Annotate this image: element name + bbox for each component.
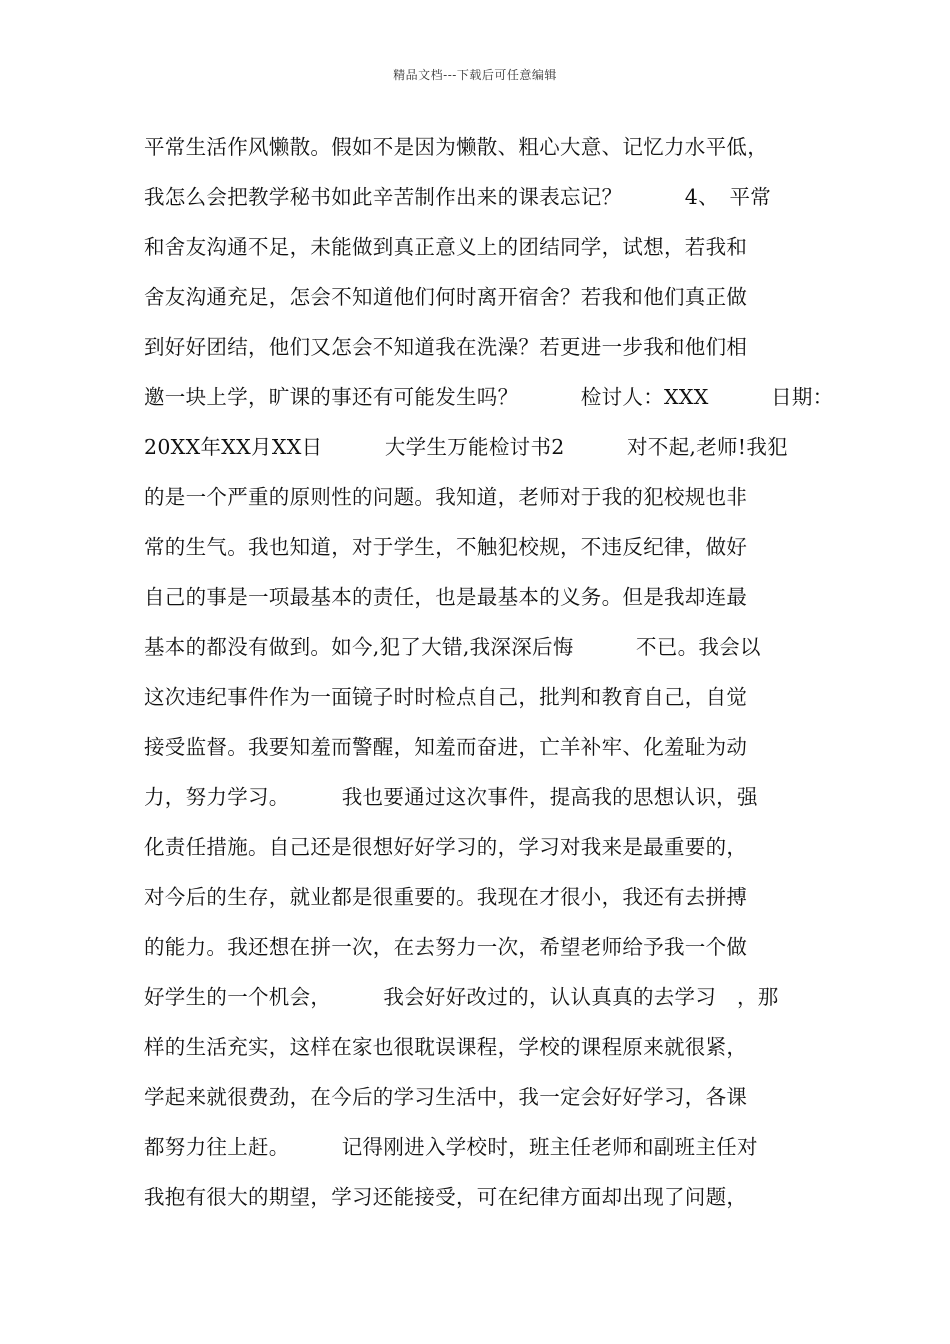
page-header: 精品文档---下载后可任意编辑 [393,68,557,82]
body-line: 自己的事是一项最基本的责任，也是最基本的义务。但是我却连最 [144,585,748,609]
body-line: 样的生活充实，这样在家也很耽误课程，学校的课程原来就很紧， [144,1035,748,1059]
body-line: 这次违纪事件作为一面镜子时时检点自己，批判和教育自己，自觉 [144,685,748,709]
body-line: 邀一块上学，旷课的事还有可能发生吗？ 检讨人：XXX 日期： [144,385,834,409]
body-line: 我抱有很大的期望，学习还能接受，可在纪律方面却出现了问题， [144,1185,748,1209]
body-line: 力，努力学习。 我也要通过这次事件，提高我的思想认识，强 [144,785,758,809]
body-line: 学起来就很费劲，在今后的学习生活中，我一定会好好学习，各课 [144,1085,748,1109]
body-line: 20XX年XX月XX日 大学生万能检讨书2 对不起,老师!我犯 [144,435,788,459]
body-line: 和舍友沟通不足，未能做到真正意义上的团结同学，试想，若我和 [144,235,748,259]
body-line: 舍友沟通充足，怎会不知道他们何时离开宿舍？若我和他们真正做 [144,285,748,309]
body-line: 常的生气。我也知道，对于学生，不触犯校规，不违反纪律，做好 [144,535,748,559]
body-line: 接受监督。我要知羞而警醒，知羞而奋进，亡羊补牢、化羞耻为动 [144,735,748,759]
body-line: 到好好团结，他们又怎会不知道我在洗澡？若更进一步我和他们相 [144,335,748,359]
body-line: 好学生的一个机会， 我会好好改过的，认认真真的去学习 ，那 [144,985,779,1009]
document-body [144,129,834,1229]
body-line: 对今后的生存，就业都是很重要的。我现在才很小，我还有去拼搏 [144,885,748,909]
body-line: 我怎么会把教学秘书如此辛苦制作出来的课表忘记？ 4、 平常 [144,185,772,209]
body-line: 化责任措施。自己还是很想好好学习的，学习对我来是最重要的， [144,835,748,859]
body-line: 的是一个严重的原则性的问题。我知道，老师对于我的犯校规也非 [144,485,748,509]
body-line: 平常生活作风懒散。假如不是因为懒散、粗心大意、记忆力水平低， [144,135,768,159]
body-line: 都努力往上赶。 记得刚进入学校时，班主任老师和副班主任对 [144,1135,758,1159]
body-line: 的能力。我还想在拼一次，在去努力一次，希望老师给予我一个做 [144,935,748,959]
body-line: 基本的都没有做到。如今,犯了大错,我深深后悔 不已。我会以 [144,635,761,659]
